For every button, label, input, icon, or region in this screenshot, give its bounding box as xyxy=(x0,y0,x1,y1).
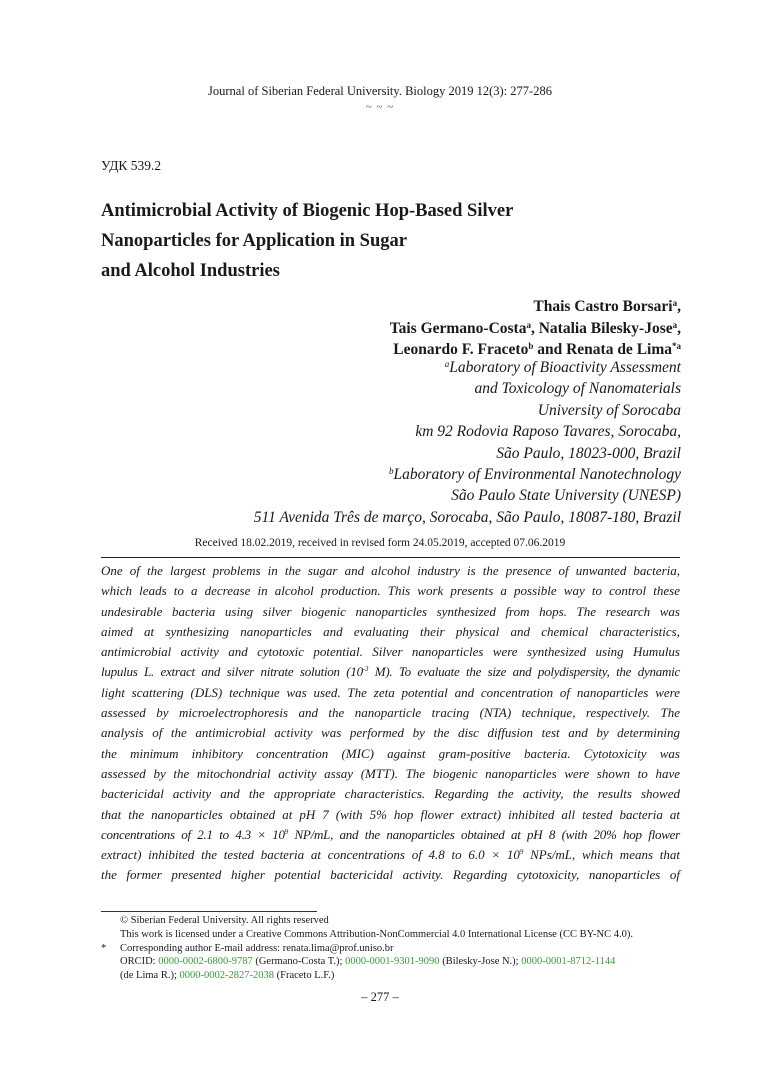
affiliation-b-line-3: 511 Avenida Três de março, Sorocaba, São Paulo, 18087-180, Brazil xyxy=(253,508,681,526)
abstract-text: NPs/mL, which means that xyxy=(523,847,680,863)
affiliation-sup: b xyxy=(389,466,394,477)
orcid-line-1 xyxy=(101,955,680,969)
abstract-line: analysis of the antimicrobial activity was performed by the disc diffusion test and by determining xyxy=(101,725,680,741)
exponent: -3 xyxy=(362,665,369,674)
abstract-line xyxy=(101,845,680,865)
asterisk-marker: * xyxy=(101,942,107,954)
journal-header: Journal of Siberian Federal University. Biology 2019 12(3): 277-286 xyxy=(208,84,552,98)
affiliation-a-line-3: University of Sorocaba xyxy=(537,401,681,419)
abstract-line: the minimum inhibitory concentration (MIC) against gram-positive bacteria. Cytotoxicity was xyxy=(101,745,680,761)
abstract-line: aimed at synthesizing nanoparticles and evaluating their physical and chemical characteristics, xyxy=(101,623,680,639)
orcid-owner: (de Lima R.); xyxy=(120,970,180,982)
corresponding-author xyxy=(101,942,680,956)
affiliation-b-line-1 xyxy=(254,464,681,485)
orcid-line-2 xyxy=(101,969,680,983)
abstract-line: antimicrobial activity and cytotoxic potential. Silver nanoparticles were synthesized using Humulus xyxy=(101,644,680,660)
author-de-lima: and Renata de Lima xyxy=(533,341,672,358)
author-germano-costa: Tais Germano-Costa xyxy=(389,319,527,337)
orcid-link[interactable]: 0000-0002-2827-2038 xyxy=(179,970,274,982)
author-sup: a xyxy=(672,319,678,330)
orcid-owner: (Germano-Costa T.); xyxy=(252,956,346,968)
exponent: 9 xyxy=(284,827,289,836)
affiliations xyxy=(254,357,681,528)
author-fraceto: Leonardo F. Fraceto xyxy=(393,341,529,358)
abstract-line xyxy=(101,662,680,682)
abstract-line: which leads to a decrease in alcohol production. This work presents a possible way to control these xyxy=(101,583,680,599)
abstract-line: that the nanoparticles obtained at pH 7 (with 5% hop flower extract) inhibited all tested bacteria at xyxy=(101,806,680,822)
author-bilesky-jose: , Natalia Bilesky-Jose xyxy=(530,319,673,337)
orcid-link[interactable]: 0000-0002-6800-9787 xyxy=(158,956,253,968)
author-sup: b xyxy=(528,341,534,351)
affiliation-a-line-4: km 92 Rodovia Raposo Tavares, Sorocaba, xyxy=(415,423,681,441)
author-line-2 xyxy=(390,318,681,340)
license-notice: This work is licensed under a Creative Commons Attribution-NonCommercial 4.0 International License (CC BY-NC 4.0). xyxy=(120,928,633,940)
abstract-divider xyxy=(101,557,680,558)
abstract-text: lupulus L. extract and silver nitrate solution (10 xyxy=(101,664,363,680)
affiliation-text: Laboratory of Environmental Nanotechnology xyxy=(393,466,681,484)
abstract-line: assessed by microelectrophoresis and the nanoparticle tracing (NTA) technique, respectively. The xyxy=(101,705,680,721)
orcid-owner: (Fraceto L.F.) xyxy=(273,970,335,982)
abstract-line: One of the largest problems in the sugar and alcohol industry is the presence of unwanted bacteria, xyxy=(101,563,680,578)
author-sup: a xyxy=(672,298,678,308)
abstract-line: light scattering (DLS) technique was used. The zeta potential and concentration of nanoparticles were xyxy=(101,684,680,700)
author-sup: a xyxy=(526,319,531,330)
orcid-link[interactable]: 0000-0001-9301-9090 xyxy=(345,956,440,968)
footnote-divider xyxy=(101,911,317,912)
affiliation-a-line-5: São Paulo, 18023-000, Brazil xyxy=(496,444,681,462)
abstract-line: undesirable bacteria using silver biogenic nanoparticles synthesized from hops. The research was xyxy=(101,603,680,619)
copyright-notice: © Siberian Federal University. All rights reserved xyxy=(120,915,329,926)
footnotes xyxy=(101,914,680,983)
abstract-text: extract) inhibited the tested bacteria at concentrations of 4.8 to 6.0 × 10 xyxy=(101,847,520,863)
udk-code: УДК 539.2 xyxy=(101,158,162,173)
author-list xyxy=(390,296,681,361)
orcid-label: ORCID: xyxy=(120,956,159,968)
title-line-1: Antimicrobial Activity of Biogenic Hop-Based Silver xyxy=(101,201,514,221)
article-title xyxy=(101,196,661,286)
abstract-text: M). To evaluate the size and polydispersity, the dynamic xyxy=(368,664,680,680)
abstract-text: concentrations of 2.1 to 4.3 × 10 xyxy=(101,826,285,842)
orcid-link[interactable]: 0000-0001-8712-1144 xyxy=(521,956,616,968)
abstract-line: the former presented higher potential bactericidal activity. Regarding cytotoxicity, nanoparticles of xyxy=(101,867,680,883)
abstract-text: NP/mL, and the nanoparticles obtained at pH 8 (with 20% hop flower xyxy=(288,826,680,842)
orcid-owner: (Bilesky-Jose N.); xyxy=(439,956,522,968)
abstract-line xyxy=(101,825,680,845)
page-number: – 277 – xyxy=(361,990,399,1004)
corresponding-email: Corresponding author E-mail address: renata.lima@prof.uniso.br xyxy=(120,942,394,954)
affiliation-b-line-2: São Paulo State University (UNESP) xyxy=(451,487,681,505)
abstract-line: bactericidal activity and the appropriate characteristics. Regarding the activity, the results showed xyxy=(101,786,680,802)
title-line-3: and Alcohol Industries xyxy=(101,261,280,281)
abstract-line: assessed by the mitochondrial activity assay (MTT). The biogenic nanoparticles were shown to have xyxy=(101,765,680,781)
affiliation-a-line-1 xyxy=(254,357,681,378)
author-line-1 xyxy=(390,296,681,318)
header-ornament: ~ ~ ~ xyxy=(365,101,395,113)
affiliation-text: Laboratory of Bioactivity Assessment xyxy=(449,359,681,376)
author-borsari: Thais Castro Borsari xyxy=(533,298,673,315)
abstract xyxy=(101,561,680,886)
title-line-2: Nanoparticles for Application in Sugar xyxy=(101,231,407,251)
author-sup: *a xyxy=(672,341,681,351)
affiliation-a-line-2: and Toxicology of Nanomaterials xyxy=(474,380,681,398)
exponent: 9 xyxy=(519,848,524,857)
received-dates: Received 18.02.2019, received in revised form 24.05.2019, accepted 07.06.2019 xyxy=(194,537,566,549)
author-sep: , xyxy=(677,319,681,337)
author-sep: , xyxy=(677,298,681,315)
affiliation-sup: a xyxy=(444,359,450,369)
